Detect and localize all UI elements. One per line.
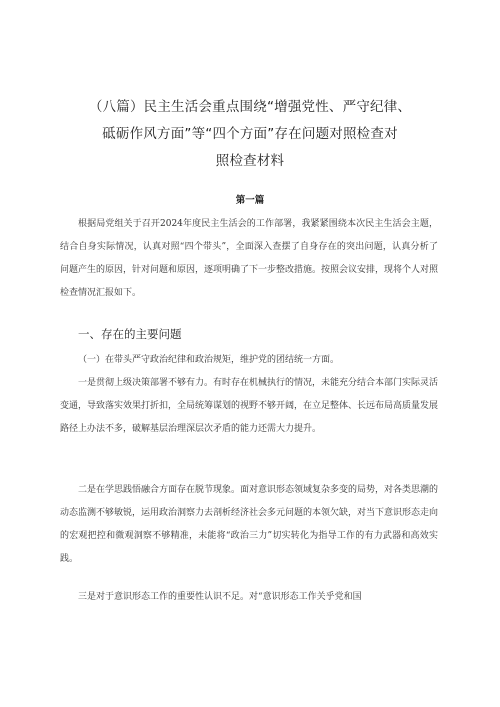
document-title <box>60 94 440 175</box>
paragraph-1: 一是贯彻上级决策部署不够有力。有时存在机械执行的情况，未能充分结合本部门实际灵活变通，导致落实效果打折扣，全局统筹谋划的视野不够开阔，在立足整体、长远布局高质量发展路径上办法不多，破解基层治理深层次矛盾的能力还需大力提升。 <box>60 378 439 434</box>
section-label: 第一篇 <box>235 195 265 206</box>
title-line-1: （八篇）民主生活会重点围绕“增强党性、严守纪律、 <box>88 99 412 115</box>
title-line-3: 照检查材料 <box>215 153 285 169</box>
paragraph-2: 二是在学思践悟融合方面存在脱节现象。面对意识形态领域复杂多变的局势，对各类思潮的动态监测不够敏锐，运用政治洞察力去剖析经济社会多元问题的本领欠缺，对当下意识形态走向的宏观把控和微观洞察不够精准，未能将“政治三力”切实转化为指导工作的有力武器和高效实践。 <box>60 485 439 564</box>
sub-heading-political-discipline: （一）在带头严守政治纪律和政治规矩，维护党的团结统一方面。 <box>78 355 340 365</box>
title-line-2: 砥砺作风方面”等“四个方面”存在问题对照检查对 <box>102 126 398 142</box>
heading-main-problems: 一、存在的主要问题 <box>78 327 182 341</box>
paragraph-3: 三是对于意识形态工作的重要性认识不足。对“意识形态工作关乎党和国 <box>78 592 362 602</box>
intro-paragraph: 根据局党组关于召开2024年度民主生活会的工作部署，我紧紧围绕本次民主生活会主题，结合自身实际情况，认真对照“四个带头”，全面深入查摆了自身存在的突出问题，认真分析了问题产生的原因，针对问题和原因，逐项明确了下一步整改措施。按照会议安排，现将个人对照检查情况汇报如下。 <box>60 219 439 298</box>
